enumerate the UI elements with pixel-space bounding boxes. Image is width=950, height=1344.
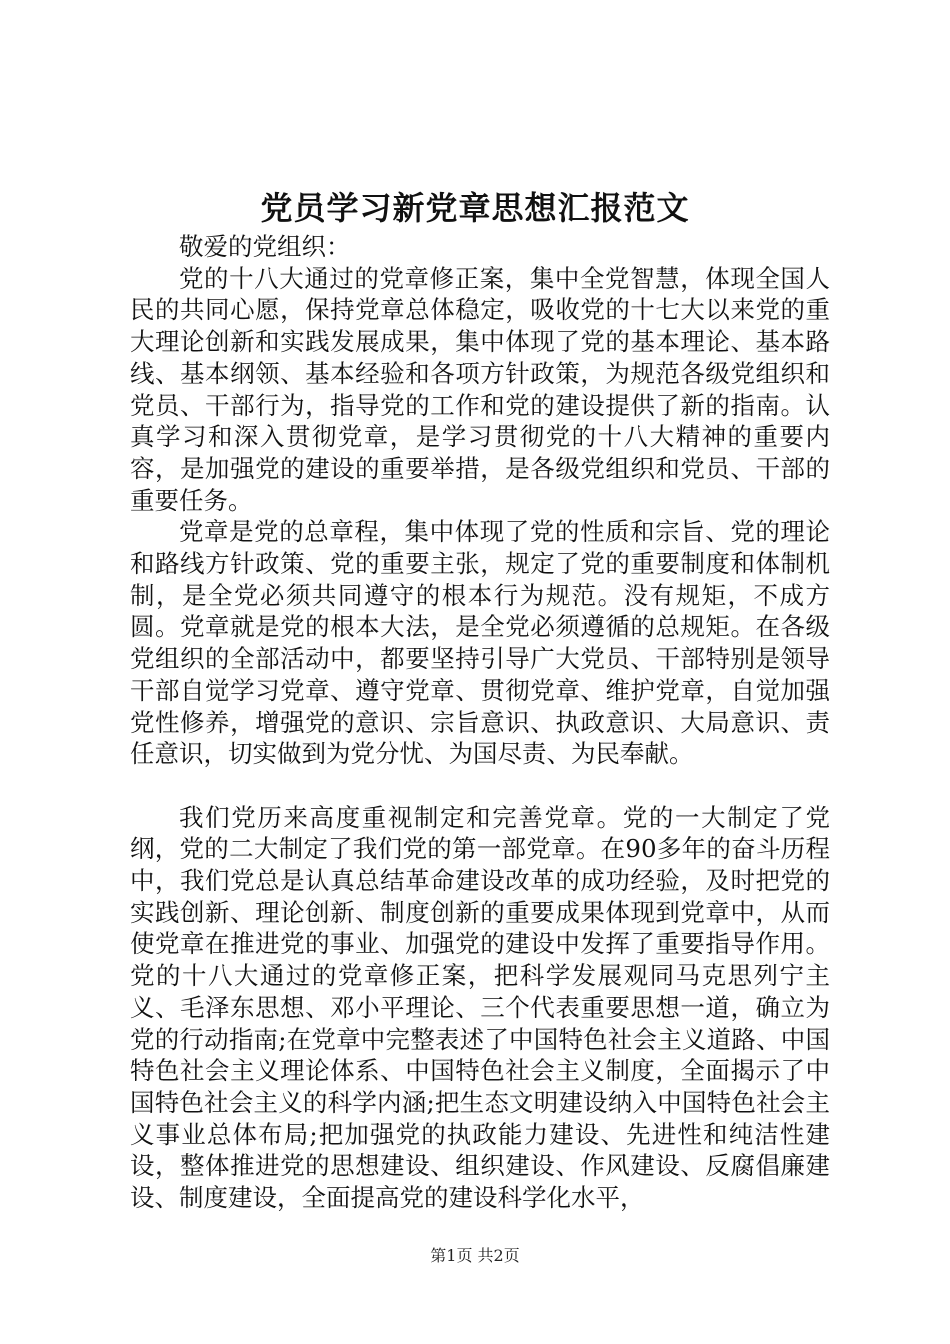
paragraph-3: 我们党历来高度重视制定和完善党章。党的一大制定了党纲，党的二大制定了我们党的第一部党章。在90多年的奋斗历程中，我们党总是认真总结革命建设改革的成功经验，及时把党的实践创新、理论创新、制度创新的重要成果体现到党章中，从而使党章在推进党的事业、加强党的建设中发挥了重要指导作用。党的十八大通过的党章修正案，把科学发展观同马克思列宁主义、毛泽东思想、邓小平理论、三个代表重要思想一道，确立为党的行动指南;在党章中完整表述了中国特色社会主义道路、中国特色社会主义理论体系、中国特色社会主义制度，全面揭示了中国特色社会主义的科学内涵;把生态文明建设纳入中国特色社会主义事业总体布局;把加强党的执政能力建设、先进性和纯洁性建设，整体推进党的思想建设、组织建设、作风建设、反腐倡廉建设、制度建设，全面提高党的建设科学化水平，: [130, 802, 830, 1213]
document-title: 党员学习新党章思想汇报范文: [260, 189, 690, 227]
paragraph-2: 党章是党的总章程，集中体现了党的性质和宗旨、党的理论和路线方针政策、党的重要主张，规定了党的重要制度和体制机制，是全党必须共同遵守的根本行为规范。没有规矩，不成方圆。党章就是党的根本大法，是全党必须遵循的总规矩。在各级党组织的全部活动中，都要坚持引导广大党员、干部特别是领导干部自觉学习党章、遵守党章、贯彻党章、维护党章，自觉加强党性修养，增强党的意识、宗旨意识、执政意识、大局意识、责任意识，切实做到为党分忧、为国尽责、为民奉献。: [130, 517, 830, 769]
paragraph-1: 党的十八大通过的党章修正案，集中全党智慧，体现全国人民的共同心愿，保持党章总体稳定，吸收党的十七大以来党的重大理论创新和实践发展成果，集中体现了党的基本理论、基本路线、基本纲领、基本经验和各项方针政策，为规范各级党组织和党员、干部行为，指导党的工作和党的建设提供了新的指南。认真学习和深入贯彻党章，是学习贯彻党的十八大精神的重要内容，是加强党的建设的重要举措，是各级党组织和党员、干部的重要任务。: [130, 263, 830, 515]
page-number-footer: 第1页 共2页: [430, 1246, 520, 1265]
salutation: 敬爱的党组织：: [179, 232, 351, 261]
document-body: [130, 231, 830, 1214]
